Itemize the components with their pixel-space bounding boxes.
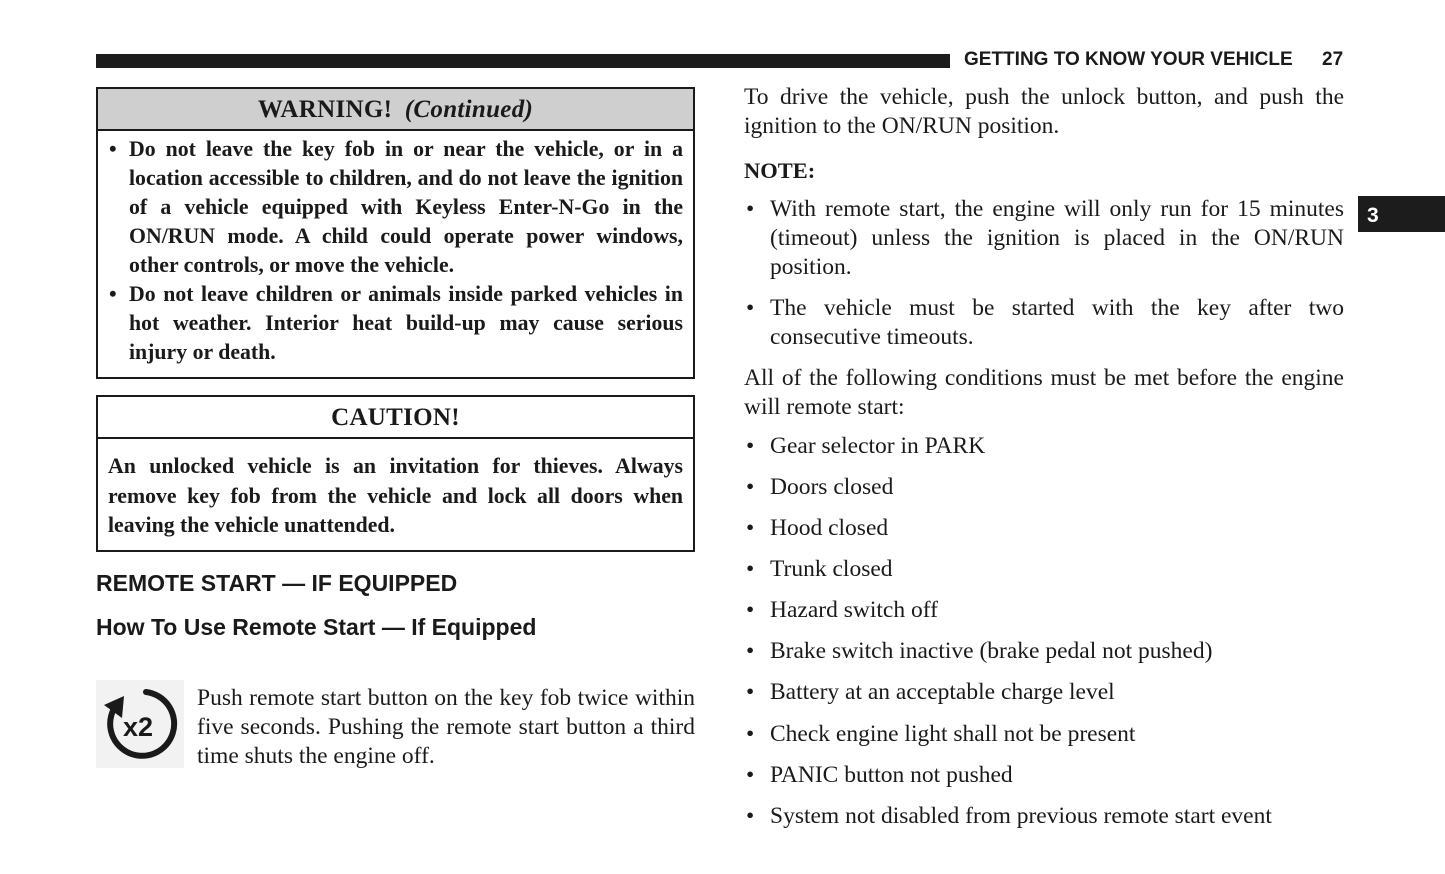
bullet-dot: • [746,803,755,829]
condition-text: System not disabled from previous remote start event [770,803,1272,829]
bullet-dot: • [746,474,755,500]
condition-text: Doors closed [770,474,894,500]
remote-start-icon-label: x2 [122,712,154,742]
condition-item [744,802,1344,831]
note-bullet-text: The vehicle must be started with the key after two consecutive timeouts. [770,295,1344,350]
bullet-dot: • [746,433,755,459]
condition-text: Gear selector in PARK [770,433,986,459]
bullet-dot: • [746,556,755,582]
condition-item [744,678,1344,707]
conditions-intro: All of the following conditions must be met before the engine will remote start: [744,365,1344,420]
bullet-dot: • [746,196,755,222]
condition-text: Check engine light shall not be present [770,721,1136,747]
bullet-dot: • [746,679,755,705]
condition-item [744,596,1344,625]
warning-title-suffix: (Continued) [404,96,534,123]
condition-item [744,432,1344,461]
condition-item [744,514,1344,543]
condition-item [744,555,1344,584]
header-bar [96,54,950,68]
bullet-dot: • [746,638,755,664]
bullet-dot: • [746,762,755,788]
caution-header: CAUTION! [98,397,693,439]
warning-header [98,89,693,131]
bullet-dot: • [746,515,755,541]
condition-text: Battery at an acceptable charge level [770,679,1115,705]
condition-text: Hazard switch off [770,597,938,623]
condition-text: PANIC button not pushed [770,762,1013,788]
caution-box [96,395,695,552]
warning-box [96,87,695,379]
condition-text: Trunk closed [770,556,893,582]
note-bullet-text: With remote start, the engine will only run for 15 minutes (timeout) unless the ignition is placed in the ON/RUN position. [770,196,1344,280]
warning-title: WARNING! [257,96,393,123]
note-bullet [744,294,1344,352]
section-heading: REMOTE START — IF EQUIPPED [96,570,458,596]
bullet-dot: • [746,597,755,623]
warning-bullet: • Do not leave children or animals inside parked vehicles in hot weather. Interior heat build-up may cause serious injury or death. [108,280,683,367]
bullet-dot: • [746,721,755,747]
caution-text: An unlocked vehicle is an invitation for thieves. Always remove key fob from the vehicle and lock all doors when leaving the vehicle unattended. [108,454,683,537]
condition-text: Brake switch inactive (brake pedal not pushed) [770,638,1213,664]
chapter-tab: 3 [1358,196,1445,232]
remote-start-paragraph: Push remote start button on the key fob twice within five seconds. Pushing the remote start button a third time shuts the engine off. [197,685,695,769]
note-bullet [744,195,1344,282]
condition-item [744,761,1344,790]
bullet-dot: • [746,295,755,321]
warning-list [98,131,693,367]
remote-start-x2-icon [96,680,184,768]
condition-item [744,720,1344,749]
condition-item [744,637,1344,666]
note-label: NOTE: [744,158,816,183]
running-header-title: GETTING TO KNOW YOUR VEHICLE [964,49,1293,70]
intro-paragraph: To drive the vehicle, push the unlock button, and push the ignition to the ON/RUN position. [744,84,1344,139]
warning-bullet: • Do not leave the key fob in or near the vehicle, or in a location accessible to children, and do not leave the ignition of a vehicle equipped with Keyless Enter-N-Go in the ON/RUN mode. A child could operate power windows, other controls, or move the vehicle. [108,135,683,280]
condition-text: Hood closed [770,515,889,541]
section-subheading: How To Use Remote Start — If Equipped [96,614,537,640]
condition-item [744,473,1344,502]
page-number: 27 [1322,49,1344,70]
